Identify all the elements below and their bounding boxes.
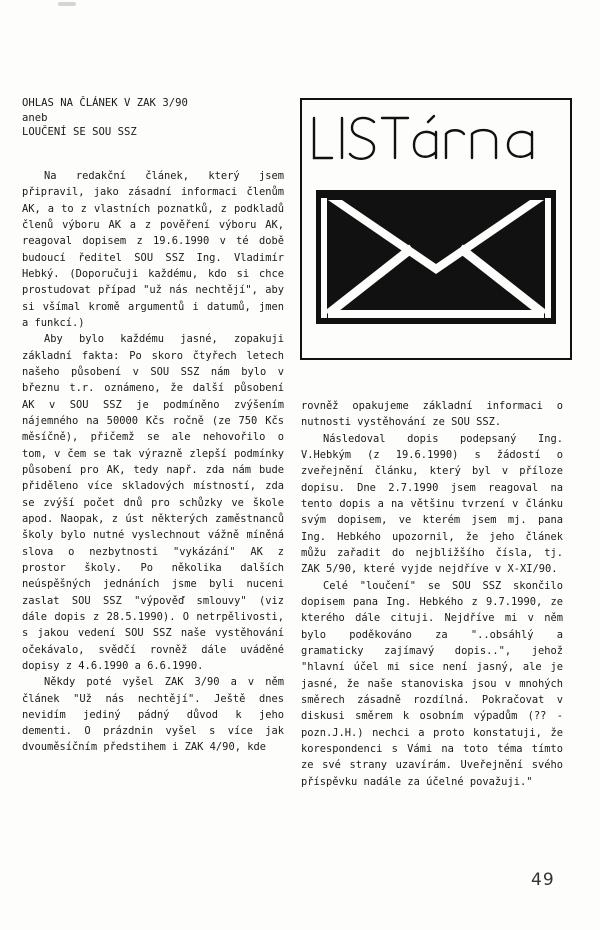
- page-number: 49: [531, 870, 555, 890]
- envelope-icon: [300, 98, 572, 360]
- article-paragraph: rovněž opakujeme základní informaci o nutnosti vystěhování ze SOU SSZ.: [301, 400, 563, 429]
- article-heading: [22, 96, 292, 140]
- article-paragraph: Někdy poté vyšel ZAK 3/90 a v něm článek "Už nás nechtějí". Ještě dnes nevidím jediný pádný důvod k jeho dementi. O prázdnin vyšel s více jak dvouměsíčním předstihem i ZAK 4/90, kde: [22, 676, 284, 754]
- article-subtitle: LOUČENÍ SE SOU SSZ: [22, 126, 137, 139]
- listarna-logo: [300, 98, 572, 360]
- article-column-left: [22, 168, 284, 756]
- article-paragraph: Celé "loučení" se SOU SSZ skončilo dopisem pana Ing. Hebkého z 9.7.1990, ze kterého dále cituji. Nejdříve mi v něm bylo poděkováno za "..obsáhlý a gramaticky zajímavý dopis..", jehož "hlavní účel mi sice není jasný, ale je jasné, že naše stanoviska jsou v mnohých směrech zásadně rozdílná. Pokračovat v diskusi směrem k osobním výpadům (?? - pozn.J.H.) nechci a proto konstatuji, že korespondenci s Vámi na toto téma tímto ze své strany uzavírám. Uveřejnění svého příspěvku nadále za účelné považuji.": [301, 579, 563, 788]
- article-column-right: [301, 398, 563, 790]
- article-paragraph: Následoval dopis podepsaný Ing. V.Hebkým (z 19.6.1990) s žádostí o zveřejnění článku, který byl v příloze dopisu. Dne 2.7.1990 jsem reagoval na tento dopis a na většinu tvrzení v článku svým dopisem, ve kterém jsem mj. pana Ing. Hebkého upozornil, že jeho článek můžu zařadit do nejbližšího čísla, tj. ZAK 5/90, které vyjde nejdříve v X-XI/90.: [301, 432, 563, 576]
- article-paragraph: Na redakční článek, který jsem připravil, jako zásadní informaci členům AK, a to z vlastních poznatků, z podkladů členů výboru AK a z pověření výboru AK, reagoval dopisem z 19.6.1990 v té době budoucí ředitel SOU SSZ Ing. Vladimír Hebký. (Doporučuji každému, kdo si chce prostudovat případ "už nás nechtějí", aby si všímal kromě argumentů i datumů, jmen a funkcí.): [22, 170, 284, 329]
- article-paragraph: Aby bylo každému jasné, zopakuji základní fakta: Po skoro čtyřech letech našeho působení v SOU SSZ nám bylo v březnu t.r. oznámeno, že další působení AK v SOU SSZ je podmíněno zvýšením nájemného na 50000 Kčs ročně (ze 750 Kčs měsíčně), přičemž se ale nehovořilo o tom, v čem se tak výrazně zlepší podmínky působení pro AK, tedy např. zda nám bude přiděleno více skladových místností, zda se zvýší počet dnů pro schůzky ve škole apod. Naopak, z úst některých zaměstnanců školy bylo nutné vyslechnout vážně míněná slova o nezbytnosti "vykázání" AK z prostor školy. Po několika dalších neúspěšných jednáních jsme byli nuceni zaslat SOU SSZ "výpověď smlouvy" (viz dále dopis z 28.5.1990). O netrpělivosti, s jakou vedení SOU SSZ naše vystěhování očekávalo, svědčí rovněž dále uváděné dopisy z 4.6.1990 a 6.6.1990.: [22, 333, 284, 672]
- print-smudge: [58, 2, 76, 6]
- article-title-connector: aneb: [22, 111, 48, 124]
- article-title: OHLAS NA ČLÁNEK V ZAK 3/90: [22, 97, 188, 109]
